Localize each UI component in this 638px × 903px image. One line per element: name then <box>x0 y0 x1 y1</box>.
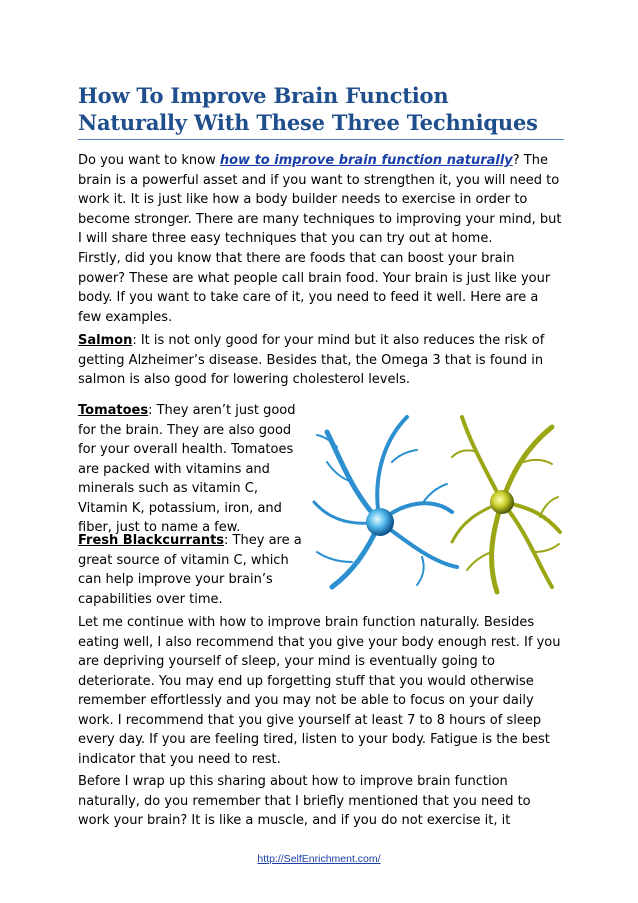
intro-text-before: Do you want to know <box>78 153 220 168</box>
page-footer <box>0 853 638 865</box>
page-title: How To Improve Brain Function Naturally With These Three Techniques <box>78 82 564 140</box>
salmon-text: : It is not only good for your mind but it also reduces the risk of getting Alzheimer’s disease. Besides that, the Omega 3 that is found in salmon is also good for lowering cholesterol levels. <box>78 333 545 387</box>
intro-keyword-link[interactable]: how to improve brain function naturally <box>219 153 513 168</box>
salmon-paragraph <box>78 331 564 390</box>
salmon-heading: Salmon <box>78 333 133 348</box>
intro-paragraph <box>78 151 564 249</box>
tomatoes-text: : They aren’t just good for the brain. They are also good for your overall health. Tomatoes are packed with vitamins and minerals such as vitamin C, Vitamin K, potassium, iron, and fiber, just to name a few. <box>78 403 296 535</box>
blackcurrants-heading: Fresh Blackcurrants <box>78 533 225 548</box>
wrap-up-paragraph: Before I wrap up this sharing about how to improve brain function naturally, do you remember that I briefly mentioned that you need to work your brain? It is like a muscle, and if you do not exercise it, it <box>78 774 531 828</box>
neuron-illustration <box>312 402 562 597</box>
tomatoes-heading: Tomatoes <box>78 403 149 418</box>
blackcurrants-text: : They are a great source of vitamin C, which can help improve your brain’s capabilities over time. <box>78 533 302 607</box>
blackcurrants-paragraph <box>78 531 316 609</box>
tomatoes-paragraph <box>78 401 306 538</box>
rest-paragraph: Let me continue with how to improve brain function naturally. Besides eating well, I also recommend that you give your body enough rest. If you are depriving yourself of sleep, your mind is eventually going to deteriorate. You may end up forgetting stuff that you would otherwise remember effortlessly and you may not be able to focus on your daily work. I recommend that you give yourself at least 7 to 8 hours of sleep every day. If you are feeling tired, listen to your body. Fatigue is the best indicator that you need to rest. <box>78 615 561 767</box>
intro-text-after: ? The brain is a powerful asset and if you want to strengthen it, you will need to work it. It is just like how a body builder needs to exercise in order to become stronger. There are many techniques to improving your mind, but I will share three easy techniques that you can try out at home. <box>78 153 562 246</box>
food-paragraph: Firstly, did you know that there are foods that can boost your brain power? These are what people call brain food. Your brain is just like your body. If you want to take care of it, you need to feed it well. Here are a few examples. <box>78 251 551 325</box>
footer-link[interactable]: http://SelfEnrichment.com/ <box>257 853 381 865</box>
